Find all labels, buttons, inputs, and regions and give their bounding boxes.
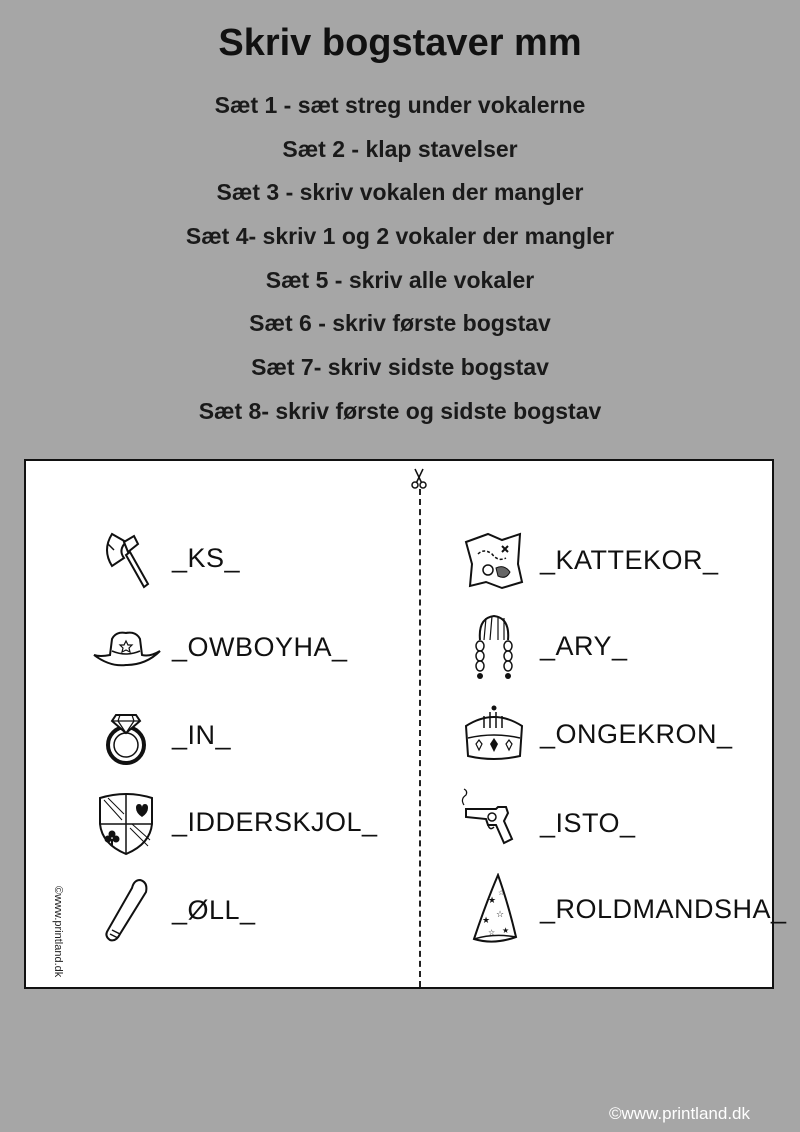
worksheet-card xyxy=(24,459,787,989)
instruction-list xyxy=(0,86,800,436)
word-row xyxy=(454,694,733,774)
word-puzzle: _ØLL_ xyxy=(172,894,256,925)
instruction-item: Sæt 2 - klap stavelser xyxy=(282,135,518,162)
word-row xyxy=(86,695,231,775)
instruction-item: Sæt 6 - skriv første bogstav xyxy=(249,310,551,337)
word-puzzle: _KS_ xyxy=(172,542,241,573)
word-puzzle: _OWBOYHA_ xyxy=(172,631,348,662)
instruction-item: Sæt 8- skriv første og sidste bogstav xyxy=(198,397,602,424)
instruction-item: Sæt 3 - skriv vokalen der mangler xyxy=(216,179,584,206)
svg-text:★: ★ xyxy=(502,926,510,935)
svg-text:★: ★ xyxy=(482,916,491,926)
word-puzzle: _KATTEKOR_ xyxy=(540,544,719,575)
braided-hair-icon xyxy=(454,606,534,686)
diamond-ring-icon xyxy=(86,695,166,775)
svg-text:☆: ☆ xyxy=(488,928,496,937)
scissors-icon xyxy=(410,467,428,489)
svg-text:★: ★ xyxy=(488,896,497,906)
word-row xyxy=(86,782,378,862)
word-row xyxy=(454,783,636,863)
word-row xyxy=(454,520,719,600)
word-row xyxy=(86,870,256,950)
page-title: Skriv bogstaver mm xyxy=(218,22,582,64)
instruction-item: Sæt 5 - skriv alle vokaler xyxy=(265,266,535,293)
side-credit: ©www.printland.dk xyxy=(52,886,64,978)
crown-icon xyxy=(454,694,534,774)
pistol-icon xyxy=(454,783,534,863)
svg-text:☆: ☆ xyxy=(498,889,505,897)
treasure-map-icon xyxy=(454,520,534,600)
cut-line xyxy=(419,489,421,987)
instruction-item: Sæt 1 - sæt streg under vokalerne xyxy=(214,92,586,118)
svg-text:☆: ☆ xyxy=(496,910,505,920)
cowboy-hat-icon xyxy=(86,607,166,687)
wooden-club-icon xyxy=(86,870,166,950)
word-puzzle: _IN_ xyxy=(172,719,232,750)
wizard-hat-icon xyxy=(454,869,534,949)
word-puzzle: _ISTO_ xyxy=(540,807,636,838)
word-puzzle: _IDDERSKJOL_ xyxy=(172,806,378,837)
instruction-item: Sæt 7- skriv sidste bogstav xyxy=(251,354,549,381)
word-row xyxy=(454,606,628,686)
axe-icon xyxy=(86,518,166,598)
footer-credit: ©www.printland.dk xyxy=(608,1104,750,1123)
word-row xyxy=(86,518,240,598)
instruction-item: Sæt 4- skriv 1 og 2 vokaler der mangler xyxy=(185,223,615,250)
word-puzzle: _ARY_ xyxy=(540,630,628,661)
word-puzzle: _ROLDMANDSHA_ xyxy=(540,893,787,924)
word-puzzle: _ONGEKRON_ xyxy=(540,718,733,749)
word-row xyxy=(86,607,348,687)
word-row xyxy=(454,869,787,949)
knight-shield-icon xyxy=(86,782,166,862)
